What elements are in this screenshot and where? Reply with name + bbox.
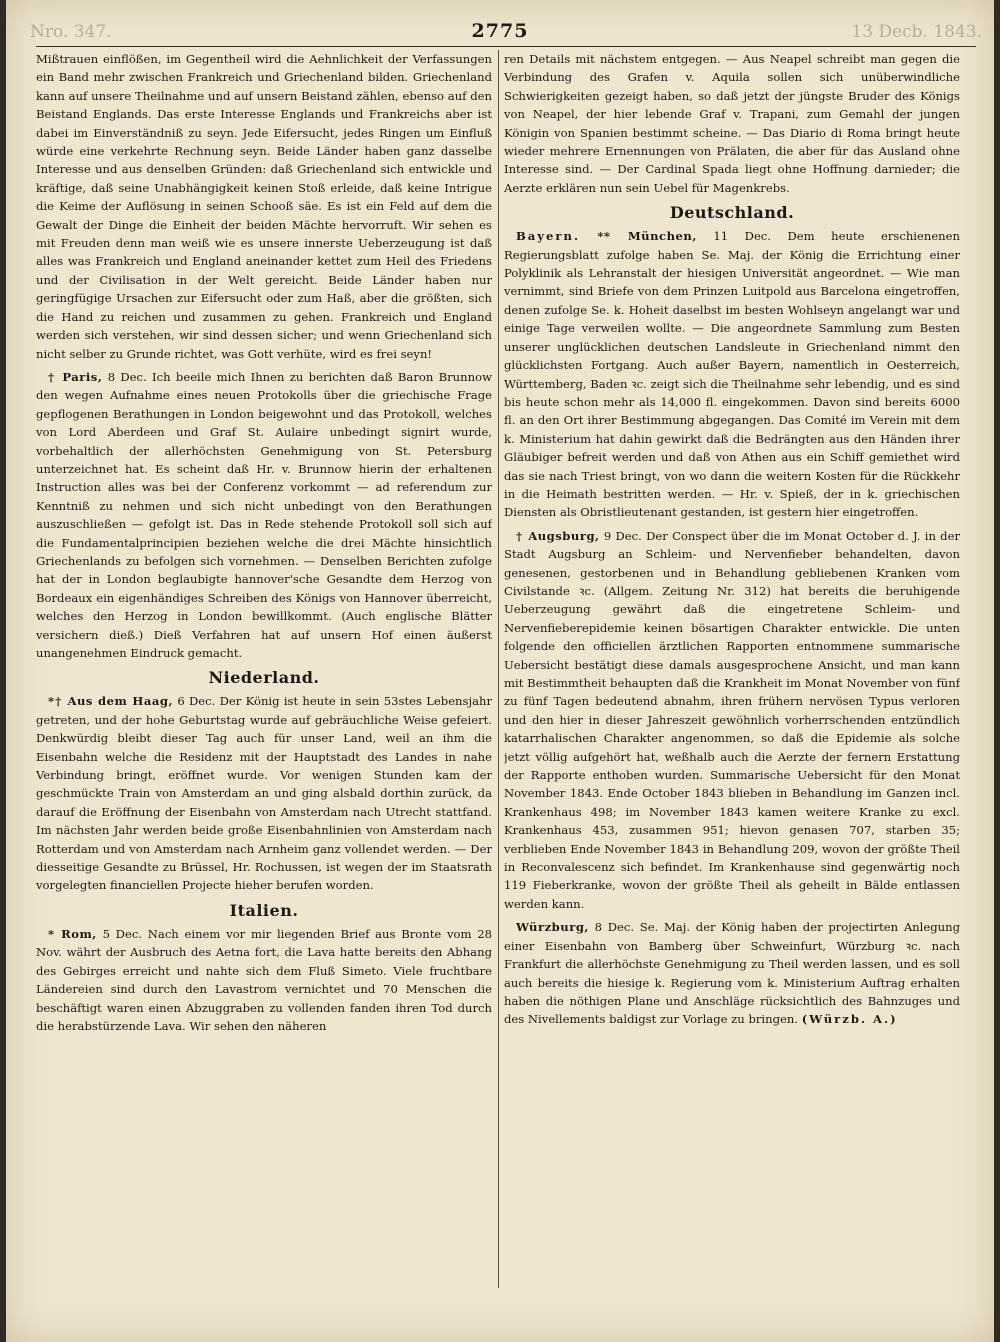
section-heading-deutschland: Deutschland. xyxy=(669,203,795,223)
source-attribution: (Würzb. A.) xyxy=(801,1012,898,1027)
article-paragraph: ren Details mit nächstem entgegen. — Aus Neapel schreibt man gegen die Verbindung des Grafen v. Aquila sollen sich unüberwindliche Schwierigkeiten gezeigt haben, so daß jetzt der jüngste Bruder des Königs von Neapel, der hier lebende Graf v. Trapani, zum Gemahl der jungen Königin von Spanien bestimmt scheine. — Das Diario di Roma bringt heute wieder mehrere Ernennungen von Prälaten, die aber für das Ausland ohne Interesse sind. — Der Cardinal Spada liegt ohne Hoffnung darnieder; die Aerzte erklären nun sein Uebel für Magenkrebs. xyxy=(504,52,960,195)
dateline: * Rom, xyxy=(48,926,97,941)
right-column xyxy=(504,50,960,1288)
section-heading-italien: Italien. xyxy=(229,900,299,920)
article-text: 6 Dec. Der König ist heute in sein 53stes Lebensjahr getreten, und der hohe Geburtstag wurde auf gebräuchliche Weise gefeiert. Denkwürdig bleibt dieser Tag auch für unser Land, weil an ihm die Eisenbahn welche die Residenz mit der Hauptstadt des Landes in nahe Verbindung bringt, eröffnet wurde. Vor wenigen Stunden kam der geschmückte Train von Amsterdam an und ging alsbald dorthin zurück, da darauf die Eröffnung der Eisenbahn von Amsterdam nach Utrecht stattfand. Im nächsten Jahr werden beide große Eisenbahnlinien von Amsterdam nach Rotterdam und von Amsterdam nach Arnheim ganz vollendet werden. — Der diesseitige Gesandte zu Brüssel, Hr. Rochussen, ist wegen der im Staatsrath vorgelegten financiellen Projecte hieher berufen worden. xyxy=(36,694,492,893)
region-label: Bayern. xyxy=(516,229,580,244)
newspaper-page xyxy=(6,0,994,1342)
article-wuerzburg xyxy=(504,918,960,1028)
article-muenchen xyxy=(504,227,960,522)
dateline: Würzburg, xyxy=(516,920,589,935)
bleed-through-header-right: 13 Decb. 1843. xyxy=(851,22,982,42)
section-heading-niederland: Niederland. xyxy=(208,668,320,688)
article-text: 8 Dec. Se. Maj. der König haben der projectirten Anlegung einer Eisenbahn von Bamberg über Schweinfurt, Würzburg ꝛc. nach Frankfurt die allerhöchste Genehmigung zu Theil werden lassen, und es soll auch bereits die hiesige k. Regierung vom k. Ministerium Auftrag erhalten haben die nöthigen Plane und Anschläge rücksichtlich des Bahnzuges und des Nivellements baldigst zur Vorlage zu bringen. xyxy=(504,920,960,1027)
article-text: 9 Dec. Der Conspect über die im Monat October d. J. in der Stadt Augsburg an Schleim- und Nervenfieber behandelten, davon genesenen, gestorbenen und in Behandlung gebliebenen Kranken vom Civilstande ꝛc. (Allgem. Zeitung Nr. 312) hat bereits die beruhigende Ueberzeugung gewährt daß die eingetretene Schleim- und Nervenfieberepidemie keinen bösartigen Charakter entwickle. Die unten folgende den officiellen ärztlichen Rapporten entnommene summarische Uebersicht bestätigt diese damals ausgesprochene Ansicht, und man kann mit Bestimmtheit behaupten daß die Krankheit im Monat November von fünf zu fünf Tagen bedeutend abnahm, ihren frühern nervösen Typus verloren und den hier in dieser Jahreszeit gewöhnlich vorherrschenden entzündlich katarrhalischen Charakter angenommen, so daß die Epidemie als solche jetzt völlig aufgehört hat, weßhalb auch die Aerzte der fernern Erstattung der Rapporte enthoben wurden. Summarische Uebersicht für den Monat November 1843. Ende October 1843 blieben in Behandlung im Ganzen incl. Krankenhaus 498; im November 1843 kamen weitere Kranke zu excl. Krankenhaus 453, zusammen 951; hievon genasen 707, starben 35; verblieben Ende November 1843 in Behandlung 209, wovon der größte Theil in Reconvalescenz sich befindet. Im Krankenhause sind gegenwärtig noch 119 Fieberkranke, wovon der größte Theil als geheilt in Bälde entlassen werden kann. xyxy=(504,528,960,911)
article-rom xyxy=(36,925,492,1035)
article-paragraph: Mißtrauen einflößen, im Gegentheil wird die Aehnlichkeit der Verfassungen ein Band mehr zwischen Frankreich und Griechenland bilden. Griechenland kann auf unsere Theilnahme und auf unsern Beistand zählen, ebenso auf den Beistand Englands. Das erste Interesse Englands und Frankreichs aber ist dabei im Einverständniß zu seyn. Jede Eifersucht, jedes Ringen um Einfluß würde eine verkehrte Rechnung seyn. Beide Länder haben ganz dasselbe Interesse und aus denselben Gründen: daß Griechenland sich entwickle und kräftige, daß seine Unabhängigkeit keinen Stoß erleide, daß keine Intrigue die Keime der Auflösung in seinen Schooß säe. Es ist ein Feld auf dem die Gewalt der Dinge die Einheit der beiden Mächte hervorruft. Wir sehen es mit Freuden denn man weiß wie es unsere innerste Ueberzeugung ist daß alles was Frankreich und England aneinander kettet zum Heil des Friedens und der Civilisation in der Welt gereicht. Beide Länder haben nur geringfügige Ursachen zur Eifersucht oder zum Haß, aber die größten, sich die Hand zu reichen und zusammen zu gehen. Frankreich und England werden sich verstehen, wir sind dessen sicher; und wenn Griechenland sich nicht selber zu Grunde richtet, was Gott verhüte, wird es frei seyn! xyxy=(36,52,492,361)
dateline: † Augsburg, xyxy=(516,528,600,543)
article-text: 11 Dec. Dem heute erschienenen Regierungsblatt zufolge haben Se. Maj. der König die Errichtung einer Polyklinik als Lehranstalt der hiesigen Universität angeordnet. — Wie man vernimmt, sind Briefe von dem Prinzen Luitpold aus Barcelona eingetroffen, denen zufolge Se. k. Hoheit daselbst im besten Wohlseyn angelangt war und einige Tage verweilen wollte. — Die angeordnete Sammlung zum Besten unserer unglücklichen deutschen Landsleute in Griechenland nimmt den glücklichsten Fortgang. Auch außer Bayern, namentlich in Oesterreich, Württemberg, Baden ꝛc. zeigt sich die Theilnahme sehr lebendig, und es sind bis heute schon mehr als 14,000 fl. eingekommen. Davon sind bereits 6000 fl. an den Ort ihrer Bestimmung abgegangen. Das Comité im Verein mit dem k. Ministerium hat dahin gewirkt daß die Bedrängten aus den Händen ihrer Gläubiger befreit werden und daß von Athen aus ein Schiff gemiethet wird das sie nach Triest bringt, von wo dann die weitern Kosten für die Rückkehr in die Heimath bestritten werden. — Hr. v. Spieß, der in k. griechischen Diensten als Obristlieutenant gestanden, ist gestern hier eingetroffen. xyxy=(504,229,960,520)
page-header xyxy=(6,0,994,48)
header-rule xyxy=(36,46,976,47)
dateline: ** München, xyxy=(580,229,697,244)
bleed-through-header-left: Nro. 347. xyxy=(30,22,112,42)
article-text: 5 Dec. Nach einem vor mir liegenden Brief aus Bronte vom 28 Nov. währt der Ausbruch des Aetna fort, die Lava hatte bereits den Abhang des Gebirges erreicht und nahte sich dem Fluß Simeto. Viele fruchtbare Ländereien sind durch den Lavastrom vernichtet und 70 Menschen die beschäftigt waren einen Abzuggraben zu vollenden fanden ihren Tod durch die herabstürzende Lava. Wir sehen den näheren xyxy=(36,926,492,1033)
article-text: 8 Dec. Ich beeile mich Ihnen zu berichten daß Baron Brunnow den wegen Aufnahme eines neuen Protokolls über die griechische Frage gepflogenen Berathungen in London beigewohnt und das Protokoll, welches von Lord Aberdeen und Graf St. Aulaire unbedingt signirt wurde, vorbehaltlich der allerhöchsten Genehmigung von St. Petersburg unterzeichnet hat. Es scheint daß Hr. v. Brunnow hierin der erhaltenen Instruction alles was bei der Conferenz vorkommt — ad referendum zur Kenntniß zu nehmen und sich nicht unbedingt von den Berathungen auszuschließen — gefolgt ist. Das in Rede stehende Protokoll soll sich auf die Fundamentalprincipien beziehen welche die drei Mächte hinsichtlich Griechenlands zu befolgen sich vornehmen. — Denselben Berichten zufolge hat der in London beglaubigte hannover'sche Gesandte dem Herzog von Bordeaux ein eigenhändiges Schreiben des Königs von Hannover überreicht, welches den Herzog in London bewillkommt. (Auch englische Blätter versichern dieß.) Dieß Verfahren hat auf unsern Hof einen äußerst unangenehmen Eindruck gemacht. xyxy=(36,369,492,660)
dateline: *† Aus dem Haag, xyxy=(48,694,174,709)
page-number: 2775 xyxy=(471,20,529,42)
left-column xyxy=(36,50,492,1288)
article-haag xyxy=(36,692,492,894)
article-augsburg xyxy=(504,527,960,914)
dateline: † Paris, xyxy=(48,369,103,384)
article-paris xyxy=(36,368,492,663)
column-divider xyxy=(498,50,499,1288)
